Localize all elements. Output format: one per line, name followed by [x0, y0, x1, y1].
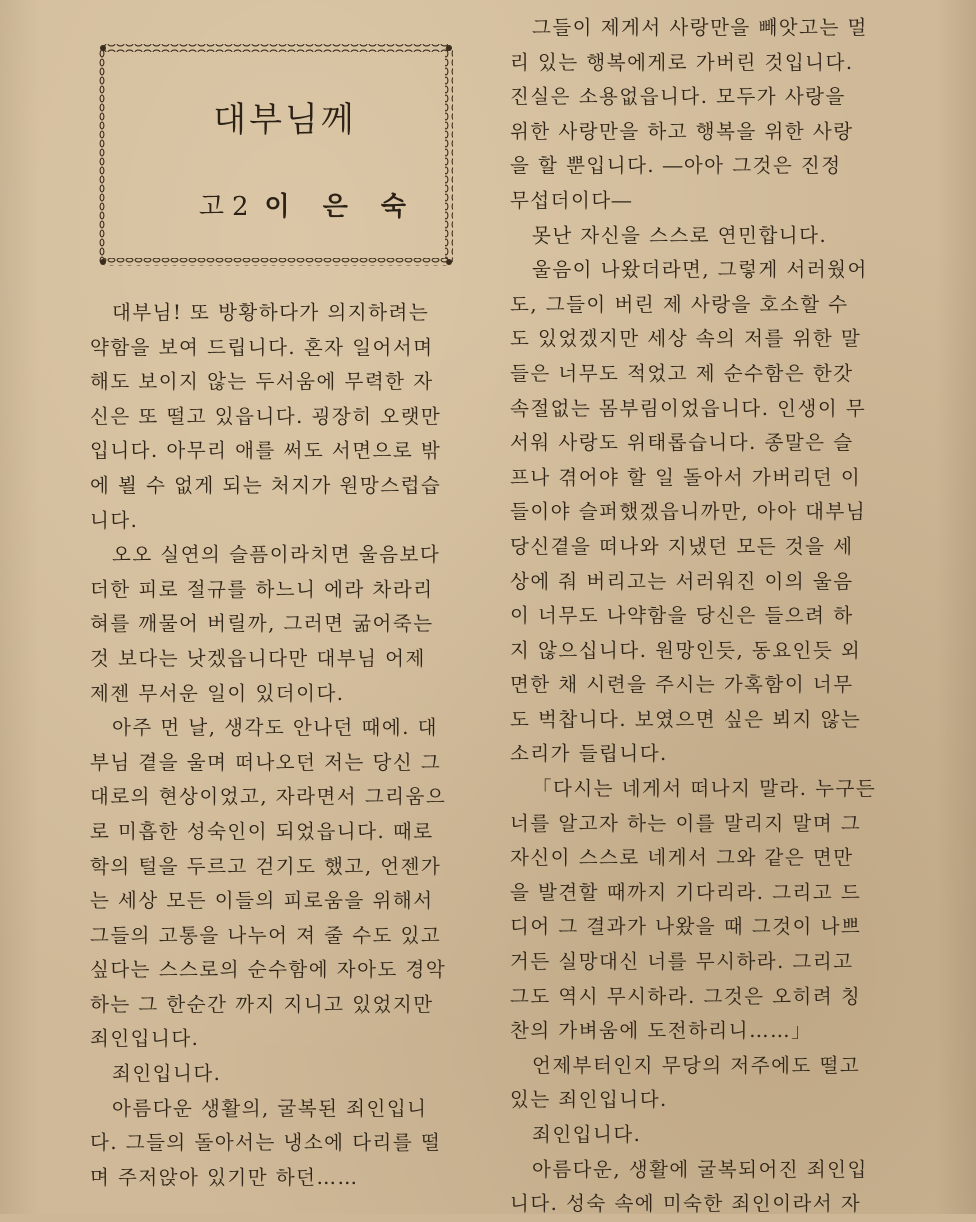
text-line: 오오 실연의 슬픔이라치면 울음보다	[112, 543, 441, 567]
text-line: 하는 그 한순간 까지 지니고 있었지만	[90, 992, 434, 1016]
text-line: 신은 또 떨고 있읍니다. 굉장히 오랫만	[90, 404, 442, 428]
text-line: 「다시는 네게서 떠나지 말라. 누구든	[532, 777, 877, 801]
text-line: 약함을 보여 드립니다. 혼자 일어서며	[90, 335, 434, 359]
text-line: 니다.	[90, 508, 139, 532]
text-line: 로 미흡한 성숙인이 되었읍니다. 때로	[90, 819, 434, 843]
text-line: 부님 곁을 울며 떠나오던 저는 당신 그	[90, 750, 442, 774]
text-line: 제젠 무서운 일이 있더이다.	[90, 681, 345, 705]
text-line: 도 있었겠지만 세상 속의 저를 위한 말	[510, 327, 862, 351]
author-grade: 고2	[198, 192, 257, 222]
text-line: 당신곁을 떠나와 지냈던 모든 것을 세	[510, 534, 854, 558]
text-line: 아름다운 생활의, 굴복된 죄인입니	[112, 1096, 428, 1120]
text-line: 을 발견할 때까지 기다리라. 그리고 드	[510, 880, 862, 904]
text-line: 이 너무도 나약함을 당신은 들으려 하	[510, 604, 854, 628]
left-text-column	[90, 296, 474, 1195]
text-line: 상에 줘 버리고는 서러워진 이의 울음	[510, 569, 854, 593]
text-line: 서워 사랑도 위태롭습니다. 종말은 슬	[510, 431, 854, 455]
text-line: 언제부터인지 무당의 저주에도 떨고	[532, 1053, 861, 1077]
text-line: 프나 겪어야 할 일 돌아서 가버리던 이	[510, 465, 862, 489]
text-line: 진실은 소용없읍니다. 모두가 사랑을	[510, 85, 846, 109]
text-line: 찬의 가벼움에 도전하리니……」	[510, 1019, 813, 1043]
text-line: 해도 보이지 않는 두서움에 무력한 자	[90, 370, 434, 394]
text-line: 죄인입니다.	[112, 1062, 222, 1086]
text-line: 리 있는 행복에게로 가버린 것입니다.	[510, 50, 854, 74]
text-line: 거든 실망대신 너를 무시하라. 그리고	[510, 950, 854, 974]
text-line: 자신이 스스로 네게서 그와 같은 면만	[510, 846, 854, 870]
author-name: 이 은 숙	[264, 192, 418, 222]
text-line: 죄인입니다.	[90, 1027, 200, 1051]
text-line: 못난 자신을 스스로 연민합니다.	[532, 223, 828, 247]
text-line: 너를 알고자 하는 이를 말리지 말며 그	[510, 811, 862, 835]
text-line: 들이야 슬퍼했겠읍니까만, 아아 대부님	[510, 500, 867, 524]
text-line: 도, 그들이 버린 제 사랑을 호소할 수	[510, 292, 849, 316]
text-line: 위한 사랑만을 하고 행복을 위한 사랑	[510, 119, 854, 143]
text-line: 지 않으십니다. 원망인듯, 동요인듯 외	[510, 638, 862, 662]
text-line: 더한 피로 절규를 하느니 에라 차라리	[90, 577, 434, 601]
right-text-column	[510, 11, 894, 1222]
text-line: 다. 그들의 돌아서는 냉소에 다리를 떨	[90, 1131, 442, 1155]
text-line: 아주 먼 날, 생각도 안나던 때에. 대	[112, 716, 438, 740]
text-line: 죄인입니다.	[532, 1123, 642, 1146]
text-line: 싶다는 스스로의 순수함에 자아도 경악	[90, 958, 447, 982]
text-line: 들은 너무도 적었고 제 순수함은 한갓	[510, 361, 854, 385]
text-line: 혀를 깨물어 버릴까, 그러면 굶어죽는	[90, 612, 434, 636]
text-line: 그들이 제게서 사랑만을 빼앗고는 멀	[532, 16, 868, 39]
text-line: 입니다. 아무리 애를 써도 서면으로 밖	[90, 439, 442, 463]
text-line: 학의 털을 두르고 걷기도 했고, 언젠가	[90, 854, 442, 878]
text-line: 무섭더이다―	[510, 188, 633, 212]
author-line	[199, 186, 418, 223]
text-line: 면한 채 시련을 주시는 가혹함이 너무	[510, 673, 854, 697]
article-title: 대부님께	[213, 100, 357, 140]
text-line: 있는 죄인입니다.	[510, 1088, 668, 1112]
text-line: 며 주저앉아 있기만 하던……	[90, 1165, 359, 1189]
text-line: 에 뵐 수 없게 되는 처지가 원망스럽습	[90, 473, 442, 497]
text-line: 도 벅찹니다. 보였으면 싶은 뵈지 않는	[510, 707, 862, 731]
text-line: 것 보다는 낫겠읍니다만 대부님 어제	[90, 646, 426, 670]
text-line: 대부님! 또 방황하다가 의지하려는	[112, 301, 430, 324]
text-line: 는 세상 모든 이들의 피로움을 위해서	[90, 889, 434, 913]
text-line: 을 할 뿐입니다. ―아아 그것은 진정	[510, 154, 842, 178]
text-line: 아름다운, 생활에 굴복되어진 죄인입	[532, 1157, 868, 1181]
ornamental-border	[98, 40, 454, 268]
text-line: 속절없는 몸부림이었읍니다. 인생이 무	[510, 396, 867, 420]
title-box	[98, 40, 454, 268]
text-line: 소리가 들립니다.	[510, 742, 668, 766]
text-line: 그들의 고통을 나누어 져 줄 수도 있고	[90, 923, 442, 947]
text-line: 대로의 현상이었고, 자라면서 그리움으	[90, 785, 447, 809]
text-line: 울음이 나왔더라면, 그렇게 서러웠어	[532, 258, 868, 282]
text-line: 디어 그 결과가 나왔을 때 그것이 나쁘	[510, 915, 862, 939]
text-line: 니다. 성숙 속에 미숙한 죄인이라서 자	[510, 1192, 862, 1216]
text-line: 그도 역시 무시하라. 그것은 오히려 칭	[510, 984, 862, 1008]
